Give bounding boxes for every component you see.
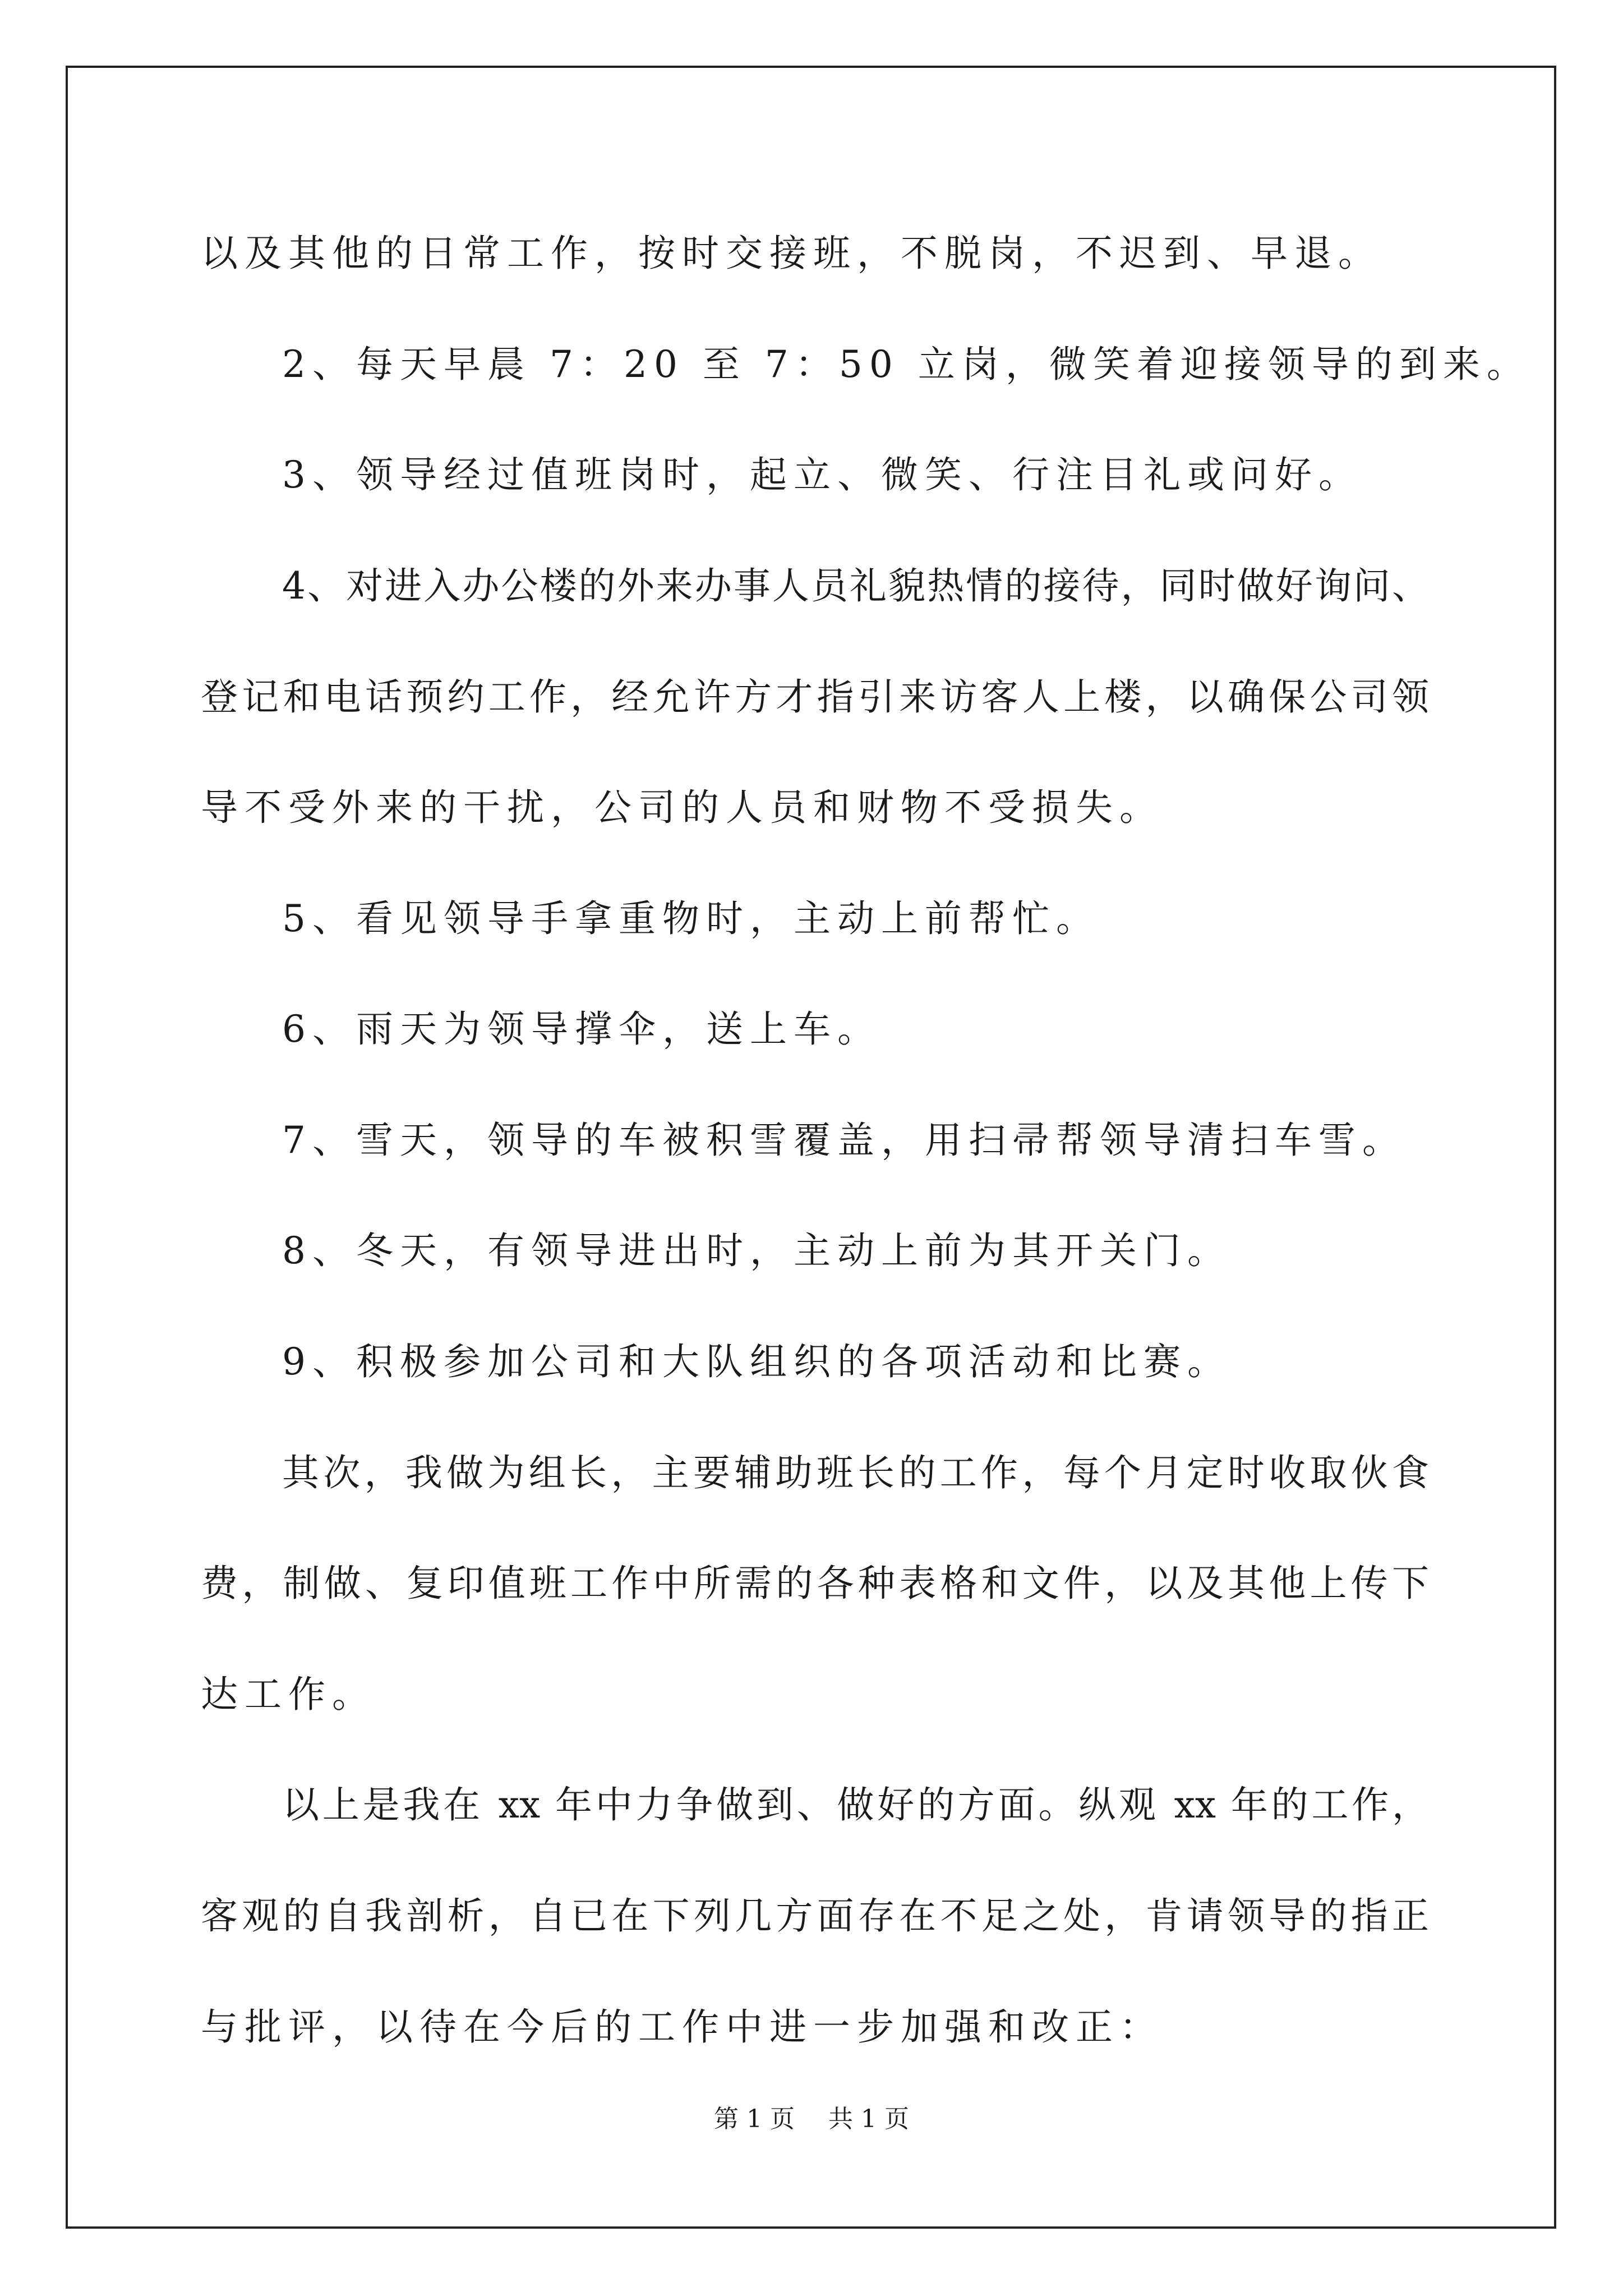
text-line: 与批评，以待在今后的工作中进一步加强和改正： xyxy=(201,2005,1163,2049)
text-line: 客观的自我剖析，自已在下列几方面存在不足之处，肯请领导的指正 xyxy=(201,1894,1429,1938)
text-line: 6、雨天为领导撑伞，送上车。 xyxy=(282,1007,881,1051)
page-number: 第 1 页 xyxy=(714,2105,795,2133)
text-line: 费，制做、复印值班工作中所需的各种表格和文件，以及其他上传下 xyxy=(201,1562,1429,1605)
page-total: 共 1 页 xyxy=(828,2105,909,2133)
page-footer xyxy=(0,2102,1623,2136)
text-line: 3、领导经过值班岗时，起立、微笑、行注目礼或问好。 xyxy=(282,453,1362,496)
text-line: 登记和电话预约工作，经允许方才指引来访客人上楼，以确保公司领 xyxy=(201,675,1429,719)
text-line: 其次，我做为组长，主要辅助班长的工作，每个月定时收取伙食 xyxy=(282,1451,1429,1494)
text-line: 以上是我在 xx 年中力争做到、做好的方面。纵观 xx 年的工作， xyxy=(282,1783,1429,1826)
text-line: 2、每天早晨 7：20 至 7：50 立岗，微笑着迎接领导的到来。 xyxy=(282,343,1530,386)
text-line: 4、对进入办公楼的外来办事人员礼貌热情的接待，同时做好询问、 xyxy=(282,564,1429,608)
text-line: 7、雪天，领导的车被积雪覆盖，用扫帚帮领导清扫车雪。 xyxy=(282,1119,1406,1162)
text-line: 8、冬天，有领导进出时，主动上前为其开关门。 xyxy=(282,1229,1231,1272)
text-line: 达工作。 xyxy=(201,1673,376,1716)
text-line: 9、积极参加公司和大队组织的各项活动和比赛。 xyxy=(282,1340,1231,1383)
text-line: 5、看见领导手拿重物时，主动上前帮忙。 xyxy=(282,897,1100,940)
text-line: 以及其他的日常工作，按时交接班，不脱岗，不迟到、早退。 xyxy=(201,232,1382,275)
text-line: 导不受外来的干扰，公司的人员和财物不受损失。 xyxy=(201,786,1163,829)
